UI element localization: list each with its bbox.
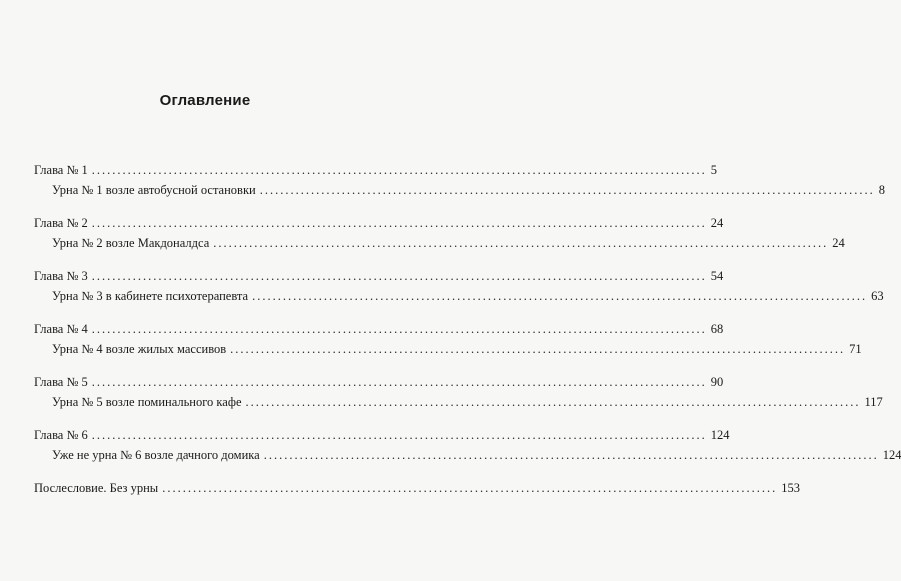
- toc-entry-page: 153: [781, 481, 800, 495]
- toc-entry-label: Послесловие. Без урны: [34, 481, 159, 495]
- toc-entry-page: 5: [710, 163, 718, 177]
- toc-entry-page: 124: [710, 428, 730, 442]
- toc-heading: Оглавление: [159, 92, 251, 109]
- table-of-contents: [34, 160, 901, 498]
- dot-leader: ........................................................................................................................: [263, 448, 879, 462]
- toc-entry-page: 117: [864, 395, 883, 409]
- dot-leader: ........................................................................................................................: [91, 375, 707, 389]
- dot-leader: ........................................................................................................................: [252, 289, 868, 303]
- dot-leader: ........................................................................................................................: [91, 216, 707, 230]
- dot-leader: ........................................................................................................................: [91, 428, 707, 442]
- toc-entry-page: 8: [878, 183, 885, 197]
- dot-leader: ........................................................................................................................: [162, 481, 778, 495]
- toc-entry-label: Глава № 6: [34, 428, 88, 442]
- dot-leader: ........................................................................................................................: [91, 322, 707, 336]
- dot-leader: ........................................................................................................................: [213, 236, 829, 250]
- toc-entry-page: 63: [871, 289, 884, 303]
- dot-leader: ........................................................................................................................: [259, 183, 875, 197]
- toc-entry-chapter-2: [34, 213, 724, 233]
- toc-entry-section-3: [34, 286, 884, 306]
- toc-entry-label: Урна № 3 в кабинете психотерапевта: [52, 289, 249, 303]
- dot-leader: ........................................................................................................................: [91, 163, 707, 177]
- toc-entry-label: Глава № 1: [34, 163, 88, 177]
- toc-entry-chapter-3: [34, 266, 724, 286]
- dot-leader: ........................................................................................................................: [91, 269, 707, 283]
- toc-entry-page: 54: [710, 269, 724, 283]
- toc-entry-label: Глава № 5: [34, 375, 88, 389]
- toc-entry-page: 90: [710, 375, 724, 389]
- toc-entry-section-5: [34, 392, 883, 412]
- toc-entry-label: Глава № 3: [34, 269, 88, 283]
- toc-entry-section-6: [34, 445, 901, 465]
- toc-entry-section-1: [34, 180, 885, 200]
- toc-entry-chapter-1: [34, 160, 718, 180]
- toc-entry-afterword: [34, 478, 800, 498]
- toc-entry-label: Глава № 4: [34, 322, 88, 336]
- toc-entry-label: Урна № 5 возле поминального кафе: [52, 395, 242, 409]
- toc-entry-page: 24: [710, 216, 724, 230]
- toc-entry-page: 71: [849, 342, 862, 356]
- toc-entry-chapter-4: [34, 319, 724, 339]
- toc-entry-page: 68: [710, 322, 724, 336]
- dot-leader: ........................................................................................................................: [245, 395, 861, 409]
- toc-entry-page: 24: [832, 236, 845, 250]
- toc-entry-label: Урна № 2 возле Макдоналдса: [52, 236, 210, 250]
- toc-entry-chapter-5: [34, 372, 724, 392]
- toc-entry-section-2: [34, 233, 845, 253]
- toc-entry-label: Урна № 1 возле автобусной остановки: [52, 183, 256, 197]
- toc-entry-label: Уже не урна № 6 возле дачного домика: [52, 448, 260, 462]
- toc-entry-label: Урна № 4 возле жилых массивов: [52, 342, 227, 356]
- toc-entry-chapter-6: [34, 425, 730, 445]
- toc-entry-label: Глава № 2: [34, 216, 88, 230]
- toc-entry-section-4: [34, 339, 862, 359]
- dot-leader: ........................................................................................................................: [230, 342, 846, 356]
- toc-entry-page: 124: [882, 448, 901, 462]
